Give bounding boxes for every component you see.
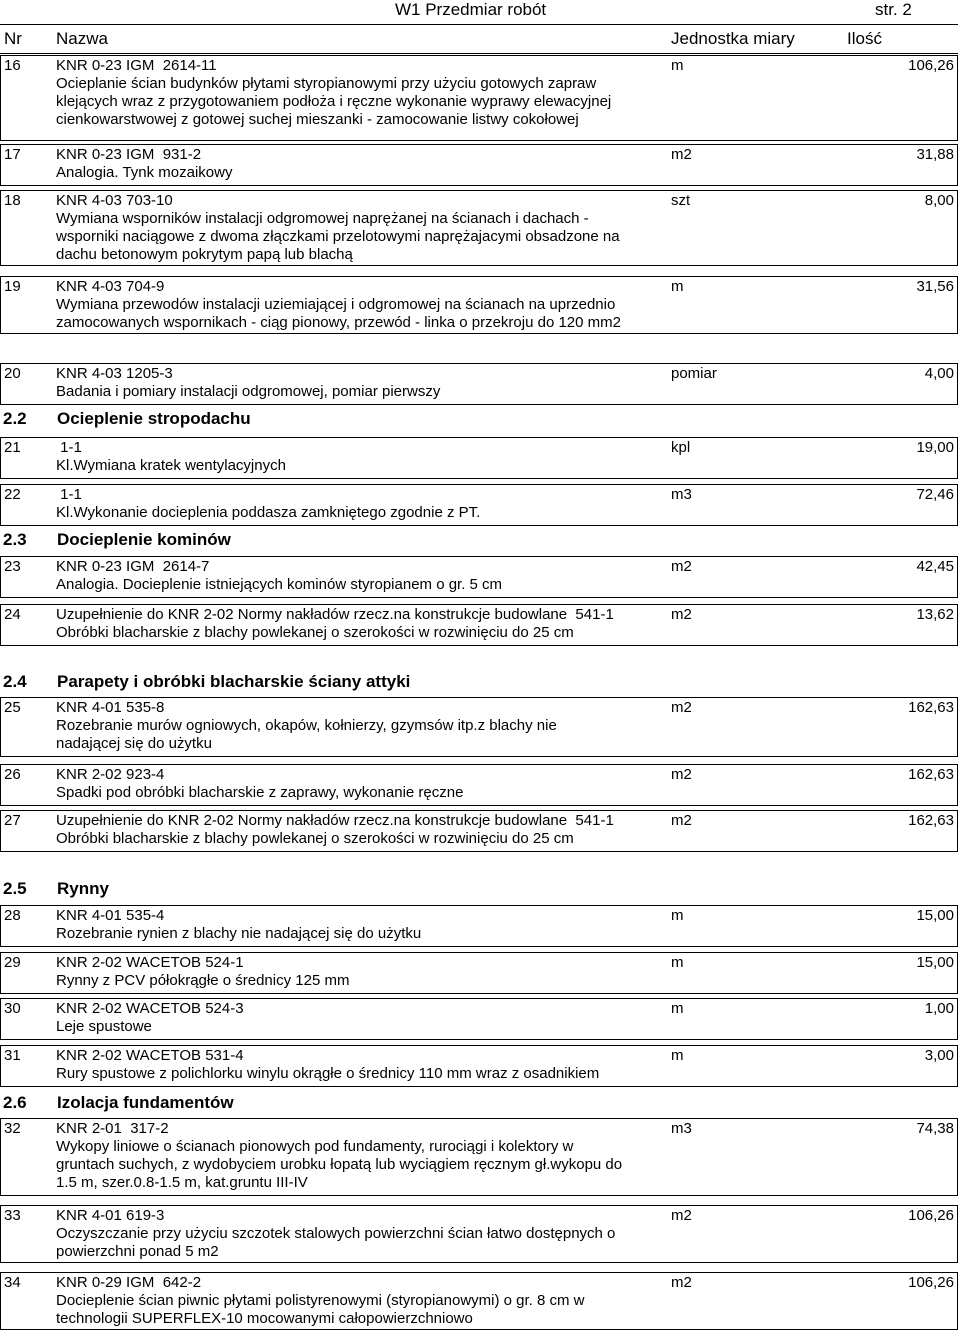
section-number: 2.5 [3, 879, 27, 898]
quantity: 1,00 [924, 1000, 954, 1017]
description-line: Rynny z PCV półokrągłe o średnicy 125 mm [56, 972, 350, 989]
item-description [56, 972, 672, 990]
unit-of-measure: m2 [671, 699, 692, 716]
table-row [0, 697, 958, 757]
section-title: Izolacja fundamentów [57, 1093, 234, 1112]
description-line: Obróbki blacharskie z blachy powlekanej o szerokości w rozwinięciu do 25 cm [56, 624, 574, 641]
item-description [56, 624, 672, 642]
item-description [56, 784, 672, 802]
description-line: Oczyszczanie przy użyciu szczotek stalowych powierzchni ścian łatwo dostępnych o [56, 1225, 616, 1242]
unit-of-measure: m2 [671, 1274, 692, 1291]
item-description [56, 504, 672, 522]
item-description [56, 925, 672, 943]
table-row [0, 276, 958, 334]
row-number: 16 [4, 57, 21, 74]
row-number: 21 [4, 439, 21, 456]
unit-of-measure: szt [671, 192, 691, 209]
table-row [0, 55, 958, 141]
quantity: 162,63 [908, 812, 954, 829]
description-line: Wykopy liniowe o ścianach pionowych pod fundamenty, rurociągi i kolektory w [56, 1138, 574, 1155]
column-header-ilosc: Ilość [847, 29, 882, 48]
row-number: 19 [4, 278, 21, 295]
description-line: Analogia. Docieplenie istniejących kominów styropianem o gr. 5 cm [56, 576, 503, 593]
description-line: Rozebranie rynien z blachy nie nadającej się do użytku [56, 925, 422, 942]
page-number: str. 2 [875, 0, 912, 19]
unit-of-measure: m2 [671, 146, 692, 163]
description-line: Rozebranie murów ogniowych, okapów, kołnierzy, gzymsów itp.z blachy nie [56, 717, 557, 734]
description-line: Leje spustowe [56, 1018, 152, 1035]
description-line: Docieplenie ścian piwnic płytami polistyrenowymi (styropianowymi) o gr. 8 cm w [56, 1292, 585, 1309]
item-description [56, 164, 672, 182]
unit-of-measure: m2 [671, 606, 692, 623]
quantity: 8,00 [924, 192, 954, 209]
section-title: Parapety i obróbki blacharskie ściany attyki [57, 672, 411, 691]
description-line: klejących wraz z przygotowaniem podłoża i ręczne wykonanie wyprawy elewacyjnej [56, 93, 612, 110]
item-description [56, 1225, 672, 1261]
description-line: Kl.Wykonanie docieplenia poddasza zamkniętego zgodnie z PT. [56, 504, 481, 521]
table-row [0, 810, 958, 852]
description-line: powierzchni ponad 5 m2 [56, 1243, 219, 1260]
norm-code: 1-1 [56, 486, 82, 503]
norm-code: KNR 4-03 703-10 [56, 192, 173, 209]
table-row [0, 764, 958, 806]
unit-of-measure: pomiar [671, 365, 717, 382]
row-number: 22 [4, 486, 21, 503]
norm-code: KNR 2-01 317-2 [56, 1120, 169, 1137]
unit-of-measure: m3 [671, 486, 692, 503]
quantity: 106,26 [908, 1207, 954, 1224]
description-line: Rury spustowe z polichlorku winylu okrągłe o średnicy 110 mm wraz z osadnikiem [56, 1065, 600, 1082]
unit-of-measure: m2 [671, 558, 692, 575]
quantity: 31,88 [916, 146, 954, 163]
norm-code: KNR 0-23 IGM 2614-7 [56, 558, 210, 575]
table-row [0, 1272, 958, 1330]
table-row [0, 952, 958, 994]
description-line: Kl.Wymiana kratek wentylacyjnych [56, 457, 286, 474]
section-title: Rynny [57, 879, 109, 898]
row-number: 18 [4, 192, 21, 209]
item-description [56, 383, 672, 401]
table-row [0, 190, 958, 266]
description-line: Badania i pomiary instalacji odgromowej, pomiar pierwszy [56, 383, 441, 400]
description-line: wsporniki naciągowe z dwoma złączkami przelotowymi naprężajacymi obsadzone na [56, 228, 620, 245]
table-row [0, 1118, 958, 1196]
quantity: 4,00 [924, 365, 954, 382]
table-row [0, 604, 958, 646]
norm-code: 1-1 [56, 439, 82, 456]
unit-of-measure: m [671, 907, 684, 924]
item-description [56, 1138, 672, 1192]
item-description [56, 1065, 672, 1083]
description-line: Wymiana przewodów instalacji uziemiającej i odgromowej na ścianach na uprzednio [56, 296, 616, 313]
norm-code: KNR 2-02 WACETOB 531-4 [56, 1047, 244, 1064]
table-row [0, 556, 958, 598]
quantity: 13,62 [916, 606, 954, 623]
section-number: 2.2 [3, 409, 27, 428]
section-number: 2.3 [3, 530, 27, 549]
column-header-jednostka: Jednostka miary [671, 29, 795, 48]
unit-of-measure: m2 [671, 812, 692, 829]
row-number: 32 [4, 1120, 21, 1137]
norm-code: KNR 4-03 704-9 [56, 278, 165, 295]
norm-code: KNR 4-01 535-8 [56, 699, 165, 716]
description-line: Analogia. Tynk mozaikowy [56, 164, 233, 181]
norm-code: KNR 4-03 1205-3 [56, 365, 173, 382]
row-number: 27 [4, 812, 21, 829]
norm-code: KNR 0-23 IGM 2614-11 [56, 57, 217, 74]
quantity: 15,00 [916, 907, 954, 924]
quantity: 162,63 [908, 699, 954, 716]
item-description [56, 1292, 672, 1328]
unit-of-measure: kpl [671, 439, 691, 456]
description-line: technologii SUPERFLEX-10 mocowanymi całopowierzchniowo [56, 1310, 473, 1327]
row-number: 24 [4, 606, 21, 623]
quantity: 74,38 [916, 1120, 954, 1137]
table-row [0, 484, 958, 526]
unit-of-measure: m [671, 954, 684, 971]
item-description [56, 830, 672, 848]
norm-code: Uzupełnienie do KNR 2-02 Normy nakładów rzecz.na konstrukcje budowlane 541-1 [56, 812, 614, 829]
item-description [56, 210, 672, 264]
norm-code: KNR 2-02 WACETOB 524-1 [56, 954, 244, 971]
table-row [0, 437, 958, 479]
table-row [0, 998, 958, 1040]
item-description [56, 296, 672, 332]
description-line: Ocieplanie ścian budynków płytami styropianowymi przy użyciu gotowych zapraw [56, 75, 597, 92]
norm-code: KNR 0-29 IGM 642-2 [56, 1274, 202, 1291]
item-description [56, 75, 672, 129]
table-row [0, 1045, 958, 1087]
quantity: 106,26 [908, 57, 954, 74]
table-row [0, 144, 958, 186]
section-title: Docieplenie kominów [57, 530, 231, 549]
unit-of-measure: m [671, 57, 684, 74]
row-number: 34 [4, 1274, 21, 1291]
description-line: Wymiana wsporników instalacji odgromowej naprężanej na ścianach i dachach - [56, 210, 589, 227]
row-number: 26 [4, 766, 21, 783]
quantity: 72,46 [916, 486, 954, 503]
description-line: 1.5 m, szer.0.8-1.5 m, kat.gruntu III-IV [56, 1174, 308, 1191]
quantity: 15,00 [916, 954, 954, 971]
norm-code: Uzupełnienie do KNR 2-02 Normy nakładów rzecz.na konstrukcje budowlane 541-1 [56, 606, 614, 623]
description-line: gruntach suchych, z wydobyciem urobku łopatą lub wyciągiem ręcznym gł.wykopu do [56, 1156, 623, 1173]
item-description [56, 576, 672, 594]
description-line: Spadki pod obróbki blacharskie z zaprawy, wykonanie ręczne [56, 784, 464, 801]
row-number: 20 [4, 365, 21, 382]
row-number: 30 [4, 1000, 21, 1017]
quantity: 31,56 [916, 278, 954, 295]
item-description [56, 1018, 672, 1036]
description-line: zamocowanych wspornikach - ciąg pionowy, przewód - linka o przekroju do 120 mm2 [56, 314, 621, 331]
quantity: 42,45 [916, 558, 954, 575]
row-number: 31 [4, 1047, 21, 1064]
row-number: 33 [4, 1207, 21, 1224]
description-line: dachu betonowym pokrytym papą lub blachą [56, 246, 353, 263]
norm-code: KNR 4-01 619-3 [56, 1207, 165, 1224]
row-number: 29 [4, 954, 21, 971]
quantity: 3,00 [924, 1047, 954, 1064]
item-description [56, 457, 672, 475]
description-line: Obróbki blacharskie z blachy powlekanej o szerokości w rozwinięciu do 25 cm [56, 830, 574, 847]
unit-of-measure: m [671, 1000, 684, 1017]
row-number: 17 [4, 146, 21, 163]
table-row [0, 363, 958, 405]
unit-of-measure: m2 [671, 766, 692, 783]
unit-of-measure: m3 [671, 1120, 692, 1137]
description-line: nadającej się do użytku [56, 735, 212, 752]
norm-code: KNR 2-02 WACETOB 524-3 [56, 1000, 244, 1017]
quantity: 162,63 [908, 766, 954, 783]
section-number: 2.4 [3, 672, 27, 691]
item-description [56, 717, 672, 753]
unit-of-measure: m [671, 1047, 684, 1064]
column-header-nazwa: Nazwa [56, 29, 108, 48]
row-number: 28 [4, 907, 21, 924]
norm-code: KNR 2-02 923-4 [56, 766, 165, 783]
column-header-row [0, 24, 958, 54]
unit-of-measure: m2 [671, 1207, 692, 1224]
quantity: 106,26 [908, 1274, 954, 1291]
row-number: 23 [4, 558, 21, 575]
column-header-nr: Nr [4, 29, 22, 48]
norm-code: KNR 0-23 IGM 931-2 [56, 146, 202, 163]
section-number: 2.6 [3, 1093, 27, 1112]
description-line: cienkowarstwowej z gotowej suchej mieszanki - zamocowanie listwy cokołowej [56, 111, 579, 128]
table-row [0, 905, 958, 947]
section-title: Ocieplenie stropodachu [57, 409, 251, 428]
quantity: 19,00 [916, 439, 954, 456]
norm-code: KNR 4-01 535-4 [56, 907, 165, 924]
unit-of-measure: m [671, 278, 684, 295]
document-title: W1 Przedmiar robót [395, 0, 547, 19]
row-number: 25 [4, 699, 21, 716]
table-row [0, 1205, 958, 1263]
